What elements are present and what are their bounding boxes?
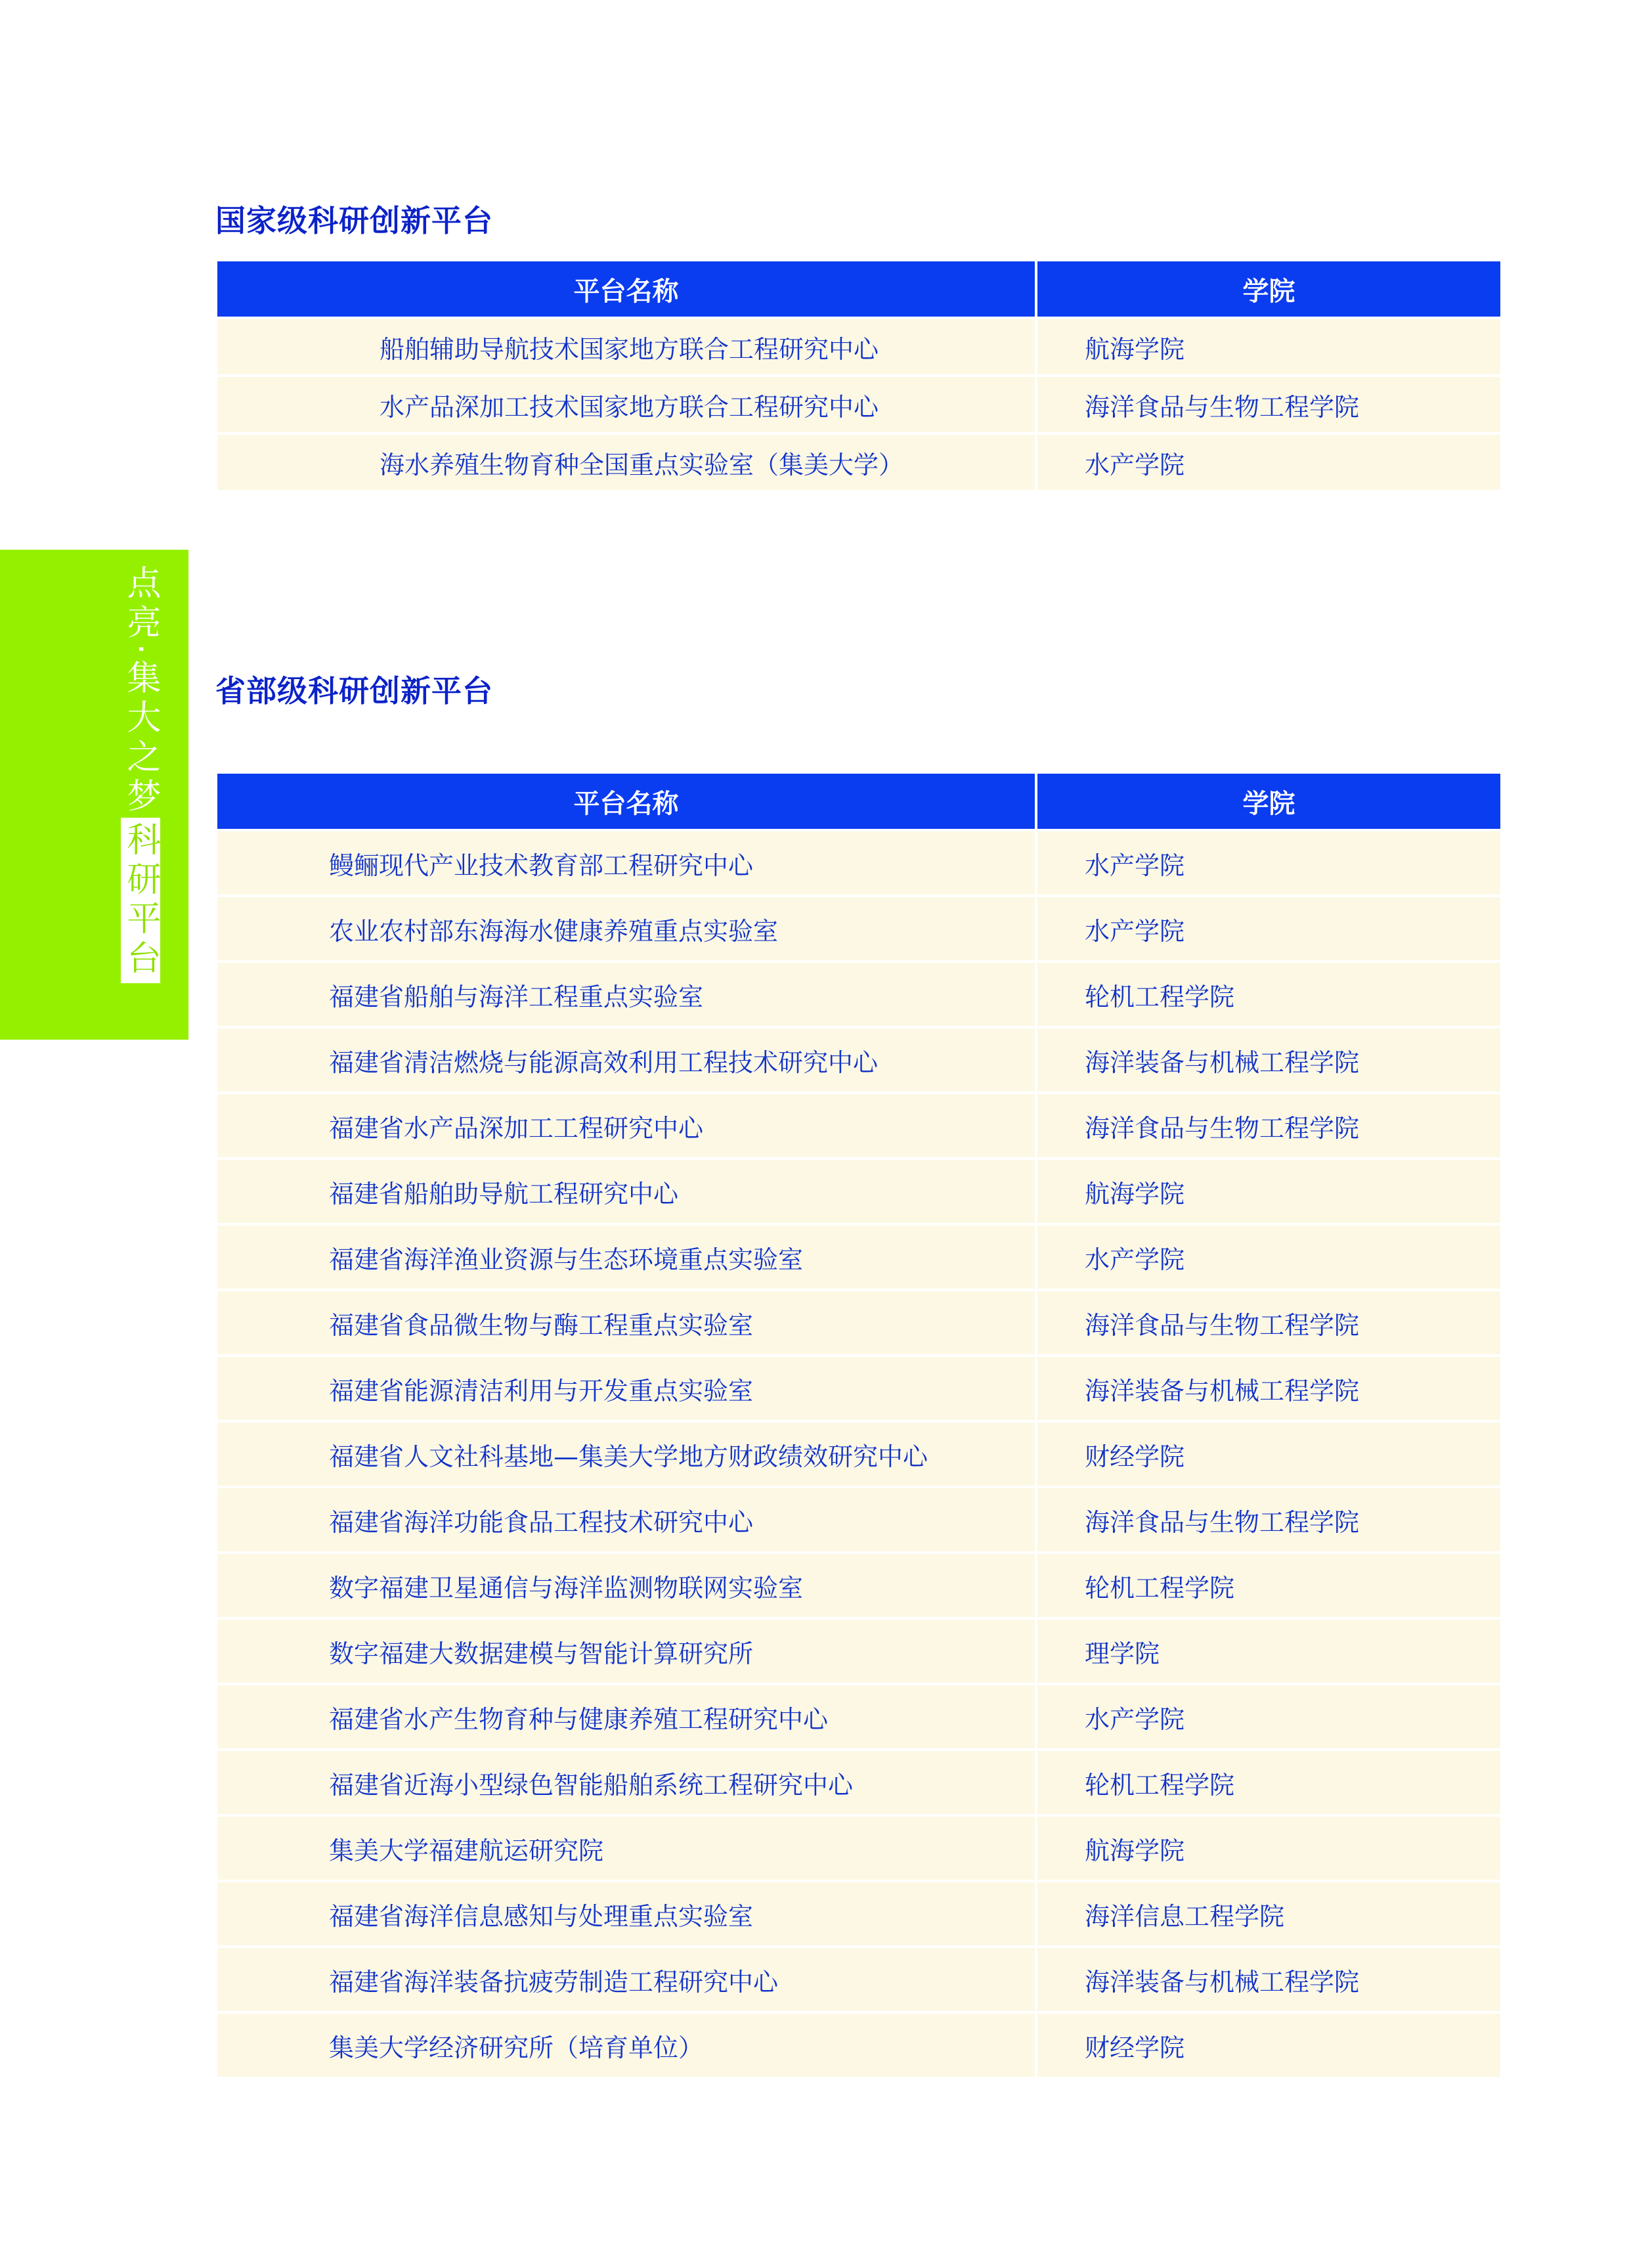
college-name: 海洋食品与生物工程学院 <box>1037 1291 1500 1357</box>
platform-name: 福建省能源清洁利用与开发重点实验室 <box>217 1357 1037 1423</box>
table-row <box>217 1291 1500 1357</box>
table-row <box>217 831 1500 897</box>
col-header-name: 平台名称 <box>217 774 1037 831</box>
table-row <box>217 1423 1500 1488</box>
platform-name: 福建省海洋装备抗疲劳制造工程研究中心 <box>217 1948 1037 2014</box>
platform-name: 福建省清洁燃烧与能源高效利用工程技术研究中心 <box>217 1029 1037 1094</box>
platform-name: 水产品深加工技术国家地方联合工程研究中心 <box>217 377 1037 435</box>
college-name: 海洋食品与生物工程学院 <box>1037 1488 1500 1554</box>
table-row <box>217 1488 1500 1554</box>
platform-name: 数字福建卫星通信与海洋监测物联网实验室 <box>217 1554 1037 1620</box>
table-row <box>217 377 1500 435</box>
platform-name: 海水养殖生物育种全国重点实验室（集美大学） <box>217 435 1037 493</box>
college-name: 海洋装备与机械工程学院 <box>1037 1948 1500 2014</box>
table-row <box>217 963 1500 1029</box>
sidebar-text: 点亮·集大之梦 <box>121 565 160 818</box>
provincial-table <box>217 774 1500 2079</box>
college-name: 海洋食品与生物工程学院 <box>1037 1094 1500 1160</box>
college-name: 海洋装备与机械工程学院 <box>1037 1357 1500 1423</box>
platform-name: 福建省船舶与海洋工程重点实验室 <box>217 963 1037 1029</box>
platform-name: 福建省近海小型绿色智能船舶系统工程研究中心 <box>217 1751 1037 1817</box>
provincial-title: 省部级科研创新平台 <box>215 673 493 709</box>
national-header-row <box>217 261 1500 319</box>
college-name: 轮机工程学院 <box>1037 1751 1500 1817</box>
sidebar-highlight: 科研平台 <box>121 818 160 983</box>
college-name: 财经学院 <box>1037 1423 1500 1488</box>
table-row <box>217 1029 1500 1094</box>
table-row <box>217 897 1500 963</box>
platform-name: 福建省水产生物育种与健康养殖工程研究中心 <box>217 1685 1037 1751</box>
table-row <box>217 1685 1500 1751</box>
platform-name: 农业农村部东海海水健康养殖重点实验室 <box>217 897 1037 963</box>
platform-name: 福建省食品微生物与酶工程重点实验室 <box>217 1291 1037 1357</box>
platform-name: 福建省人文社科基地—集美大学地方财政绩效研究中心 <box>217 1423 1037 1488</box>
national-title: 国家级科研创新平台 <box>215 203 493 238</box>
col-header-college: 学院 <box>1037 774 1500 831</box>
table-row <box>217 1160 1500 1226</box>
college-name: 航海学院 <box>1037 1160 1500 1226</box>
provincial-header-row <box>217 774 1500 831</box>
platform-name: 福建省海洋渔业资源与生态环境重点实验室 <box>217 1226 1037 1291</box>
platform-name: 福建省海洋功能食品工程技术研究中心 <box>217 1488 1037 1554</box>
platform-name: 福建省船舶助导航工程研究中心 <box>217 1160 1037 1226</box>
table-row <box>217 2014 1500 2079</box>
table-row <box>217 1226 1500 1291</box>
college-name: 海洋食品与生物工程学院 <box>1037 377 1500 435</box>
platform-name: 集美大学福建航运研究院 <box>217 1817 1037 1882</box>
platform-name: 鳗鲡现代产业技术教育部工程研究中心 <box>217 831 1037 897</box>
table-row <box>217 1948 1500 2014</box>
table-row <box>217 1094 1500 1160</box>
college-name: 水产学院 <box>1037 1685 1500 1751</box>
platform-name: 福建省水产品深加工工程研究中心 <box>217 1094 1037 1160</box>
table-row <box>217 435 1500 493</box>
college-name: 水产学院 <box>1037 831 1500 897</box>
table-row <box>217 1357 1500 1423</box>
platform-name: 船舶辅助导航技术国家地方联合工程研究中心 <box>217 319 1037 377</box>
platform-name: 福建省海洋信息感知与处理重点实验室 <box>217 1882 1037 1948</box>
col-header-name: 平台名称 <box>217 261 1037 319</box>
table-row <box>217 1817 1500 1882</box>
platform-name: 集美大学经济研究所（培育单位） <box>217 2014 1037 2079</box>
table-row <box>217 319 1500 377</box>
college-name: 航海学院 <box>1037 319 1500 377</box>
college-name: 海洋信息工程学院 <box>1037 1882 1500 1948</box>
sidebar-label <box>120 565 161 983</box>
table-row <box>217 1620 1500 1685</box>
college-name: 理学院 <box>1037 1620 1500 1685</box>
table-row <box>217 1751 1500 1817</box>
college-name: 财经学院 <box>1037 2014 1500 2079</box>
college-name: 水产学院 <box>1037 897 1500 963</box>
table-row <box>217 1882 1500 1948</box>
college-name: 水产学院 <box>1037 1226 1500 1291</box>
platform-name: 数字福建大数据建模与智能计算研究所 <box>217 1620 1037 1685</box>
college-name: 轮机工程学院 <box>1037 963 1500 1029</box>
col-header-college: 学院 <box>1037 261 1500 319</box>
national-table <box>217 261 1500 493</box>
table-row <box>217 1554 1500 1620</box>
college-name: 水产学院 <box>1037 435 1500 493</box>
college-name: 轮机工程学院 <box>1037 1554 1500 1620</box>
college-name: 海洋装备与机械工程学院 <box>1037 1029 1500 1094</box>
college-name: 航海学院 <box>1037 1817 1500 1882</box>
